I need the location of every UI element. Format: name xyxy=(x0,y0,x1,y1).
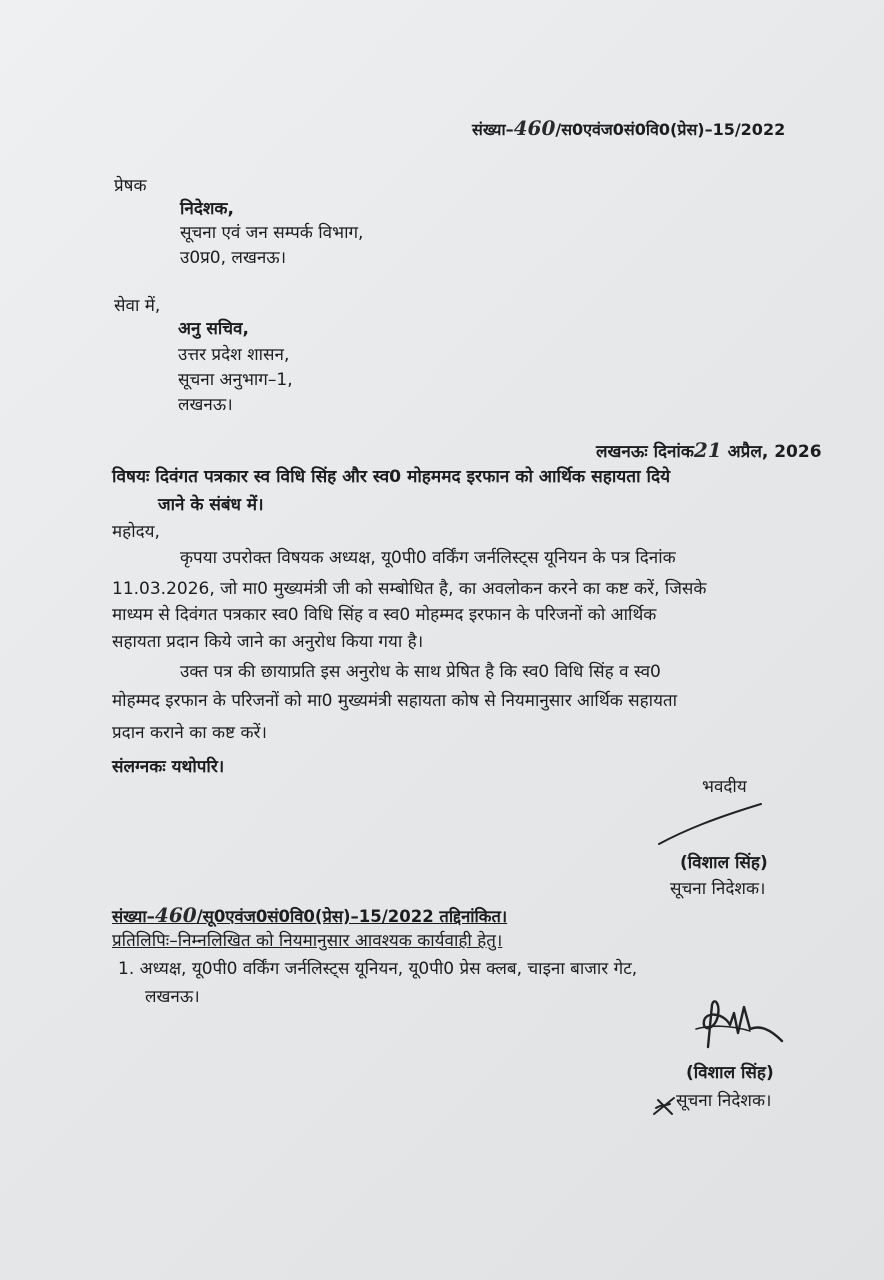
copy-intro: प्रतिलिपिः–निम्नलिखित को नियमानुसार आवश्यक कार्यवाही हेतु। xyxy=(112,931,503,951)
para2-line-2: मोहम्मद इरफान के परिजनों को मा0 मुख्यमंत्री सहायता कोष से नियमानुसार आर्थिक सहायता xyxy=(112,691,678,711)
initial-mark xyxy=(652,1094,678,1118)
signatory-title: सूचना निदेशक। xyxy=(670,879,766,899)
copy-ref-prefix: संख्या– xyxy=(112,907,155,926)
copy-reference-number xyxy=(112,904,507,928)
copy-signatory-title: सूचना निदेशक। xyxy=(676,1091,772,1111)
para2-line-1: उक्त पत्र की छायाप्रति इस अनुरोध के साथ प्रेषित है कि स्व0 विधि सिंह व स्व0 xyxy=(180,662,661,682)
sender-label: प्रेषक xyxy=(114,176,147,196)
ref-prefix: संख्या– xyxy=(472,120,514,139)
letter-date xyxy=(596,439,822,463)
salutation: महोदय, xyxy=(112,522,160,542)
date-suffix: अप्रैल, 2026 xyxy=(727,442,822,462)
copy-signatory-name: (विशाल सिंह) xyxy=(686,1063,774,1083)
reference-number xyxy=(472,117,785,141)
copy-ref-suffix: /सू0एवंज0सं0वि0(प्रेस)–15/2022 तद्दिनांकित। xyxy=(196,907,508,926)
enclosure: संलग्नकः यथोपरि। xyxy=(112,757,225,777)
subject-line-2: जाने के संबंध में। xyxy=(158,495,264,515)
signatory-name: (विशाल सिंह) xyxy=(680,853,768,873)
recipient-section: सूचना अनुभाग–1, xyxy=(178,370,293,390)
para1-line-2: 11.03.2026, जो मा0 मुख्यमंत्री जी को सम्बोधित है, का अवलोकन करने का कष्ट करें, जिसके xyxy=(112,579,707,599)
closing: भवदीय xyxy=(702,777,747,797)
copy-ref-number-handwritten: 460 xyxy=(154,903,197,927)
recipient-label: सेवा में, xyxy=(114,296,161,316)
para2-line-3: प्रदान कराने का कष्ट करें। xyxy=(112,723,267,743)
recipient-city: लखनऊ। xyxy=(178,395,233,415)
copy-item-1-line-2: लखनऊ। xyxy=(145,987,200,1007)
sender-location: उ0प्र0, लखनऊ। xyxy=(180,248,287,268)
sender-department: सूचना एवं जन सम्पर्क विभाग, xyxy=(180,223,364,243)
ref-number-handwritten: 460 xyxy=(513,116,556,140)
ref-suffix: /स0एवंज0सं0वि0(प्रेस)–15/2022 xyxy=(555,120,786,139)
signature-stroke xyxy=(655,800,765,850)
para1-line-4: सहायता प्रदान किये जाने का अनुरोध किया गया है। xyxy=(112,632,424,652)
copy-item-1-line-1: 1. अध्यक्ष, यू0पी0 वर्किंग जर्नलिस्ट्स यूनियन, यू0पी0 प्रेस क्लब, चाइना बाजार गेट, xyxy=(118,959,638,979)
subject-line-1: विषयः दिवंगत पत्रकार स्व विधि सिंह और स्व0 मोहममद इरफान को आर्थिक सहायता दिये xyxy=(112,467,671,487)
recipient-government: उत्तर प्रदेश शासन, xyxy=(178,345,290,365)
date-prefix: लखनऊः दिनांक xyxy=(596,442,694,462)
date-day-handwritten: 21 xyxy=(693,438,722,462)
para1-line-1: कृपया उपरोक्त विषयक अध्यक्ष, यू0पी0 वर्किंग जर्नलिस्ट्स यूनियन के पत्र दिनांक xyxy=(180,548,676,568)
sender-designation: निदेशक, xyxy=(180,199,234,219)
signature-scribble xyxy=(690,995,790,1055)
recipient-designation: अनु सचिव, xyxy=(178,319,249,339)
para1-line-3: माध्यम से दिवंगत पत्रकार स्व0 विधि सिंह व स्व0 मोहम्मद इरफान के परिजनों को आर्थिक xyxy=(112,605,657,625)
